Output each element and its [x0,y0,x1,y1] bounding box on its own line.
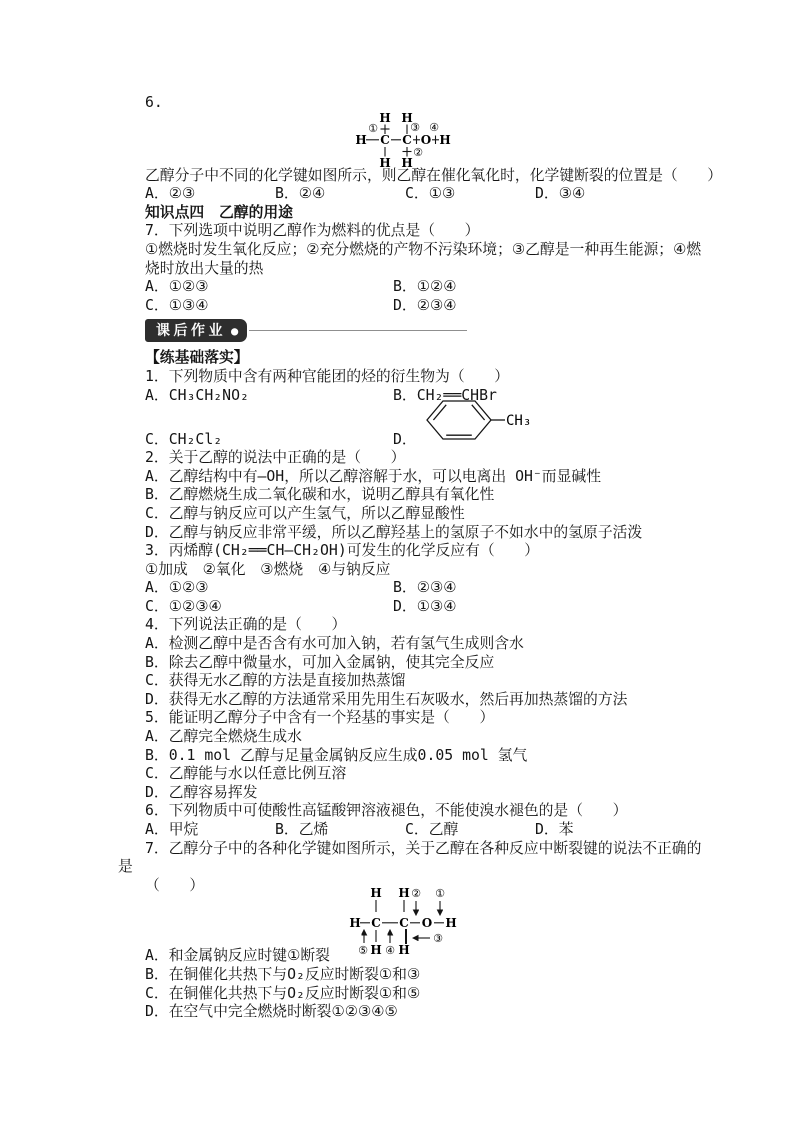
toluene-structure [425,398,540,448]
atom-h: H [401,110,413,125]
option-b: B．乙烯 [275,821,329,838]
option-c: C．①②③④ [145,597,222,615]
q6k-number: 6. [145,94,163,111]
bond-label-4: ④ [429,120,439,134]
atom-c: C [399,916,409,931]
ethanol-bond-diagram-2 [348,885,463,955]
q2-option-b: B．乙醇燃烧生成二氧化碳和水，说明乙醇具有氧化性 [145,486,495,504]
bond-label-3: ③ [433,932,443,946]
q7-question-line2: 是 [118,858,133,876]
benzene-ring [427,401,505,439]
atom-h: H [398,886,410,901]
atom-h: H [401,155,413,169]
atom-o: O [421,916,433,931]
q7-option-a: A．和金属钠反应时键①断裂 [145,947,330,965]
atom-h: H [370,886,382,901]
bond-label-4: ④ [385,944,395,956]
option-a: A．①②③ [145,579,209,597]
q1-question: 1．下列物质中含有两种官能团的烃的衍生物为（ ） [145,367,510,385]
atom-h: H [379,110,391,125]
option-a: A．CH₃CH₂NO₂ [145,386,249,404]
q4-option-a: A．检测乙醇中是否含有水可加入钠，若有氢气生成则含水 [145,635,524,653]
q7k-items-line1: ①燃烧时发生氧化反应；②充分燃烧的产物不污染环境；③乙醇是一种再生能源；④燃 [145,240,702,258]
ethanol-bond-diagram-1 [348,111,453,169]
q7-answer-paren: （ ） [145,876,205,894]
q7-option-b: B．在铜催化共热下与O₂反应时断裂①和③ [145,965,421,983]
option-b: B．CH₂══CHBr [393,386,497,404]
option-c: C．乙醇 [405,821,459,838]
q3-items: ①加成 ②氧化 ③燃烧 ④与钠反应 [145,560,391,578]
atom-h: H [349,916,361,931]
practice-heading: 【练基础落实】 [145,349,249,367]
atom-c: C [380,132,390,147]
option-c: C．①③④ [145,296,209,314]
banner-rule [249,330,467,331]
atom-o: O [420,132,432,147]
bond-label-1: ① [435,887,445,901]
bond-label-2: ② [411,887,421,901]
q3-options-row2 [145,598,764,617]
bond-label-1: ① [368,121,378,135]
q1-options-row2 [145,405,764,449]
option-d: D．③④ [535,185,586,203]
q7-option-c: C．在铜催化共热下与O₂反应时断裂①和⑤ [145,984,421,1002]
option-d: D．苯 [535,821,574,838]
q7k-items-line2: 烧时放出大量的热 [145,259,264,277]
atom-h: H [398,943,410,956]
atom-h: H [355,132,367,147]
topic-heading: 知识点四 乙醇的用途 [145,203,293,221]
homework-banner-pill [145,319,247,342]
atom-c: C [371,916,381,931]
q4-option-c: C．获得无水乙醇的方法是直接加热蒸馏 [145,672,406,690]
q2-question: 2．关于乙醇的说法中正确的是（ ） [145,449,406,467]
q2-option-c: C．乙醇与钠反应可以产生氢气，所以乙醇显酸性 [145,504,465,522]
bond-label-5: ⑤ [358,944,368,956]
q2-option-d: D．乙醇与钠反应非常平缓，所以乙醇羟基上的氢原子不如水中的氢原子活泼 [145,523,643,541]
option-b: B．①②④ [393,278,457,296]
banner-title: 课后作业 [156,322,226,339]
q5-option-b: B．0.1 mol 乙醇与足量金属钠反应生成0.05 mol 氢气 [145,746,528,764]
option-b: B．②④ [275,185,326,203]
q7-question-line1: 7．乙醇分子中的各种化学键如图所示，关于乙醇在各种反应中断裂键的说法不正确的 [145,839,702,857]
option-c: C．CH₂Cl₂ [145,430,223,448]
q7k-options-row1 [145,278,764,297]
q3-options-row1 [145,579,764,598]
q6k-options-row [145,185,764,204]
q5-option-a: A．乙醇完全燃烧生成水 [145,728,302,746]
atom-h: H [445,916,457,931]
option-a: A．②③ [145,185,196,203]
q6-options-row [145,821,764,840]
homework-banner [145,318,764,342]
option-a: A．①②③ [145,278,209,296]
option-c: C．①③ [405,185,456,203]
atom-h: H [370,943,382,956]
q6-question: 6．下列物质中可使酸性高锰酸钾溶液褪色，不能使溴水褪色的是（ ） [145,802,628,820]
q4-option-d: D．获得无水乙醇的方法通常采用先用生石灰吸水，然后再加热蒸馏的方法 [145,690,628,708]
q5-option-d: D．乙醇容易挥发 [145,783,258,801]
bond-label-3: ③ [410,120,420,134]
q4-option-b: B．除去乙醇中微量水，可加入金属钠，使其完全反应 [145,653,495,671]
atom-h: H [439,132,451,147]
q3-question: 3．丙烯醇(CH₂══CH—CH₂OH)可发生的化学反应有（ ） [145,542,540,560]
atom-h: H [379,155,391,169]
bond-label-2: ② [413,145,423,159]
atom-c: C [402,132,412,147]
q5-option-c: C．乙醇能与水以任意比例互溶 [145,765,347,783]
option-d: D．①③④ [393,597,457,615]
q7-option-d: D．在空气中完全燃烧时断裂①②③④⑤ [145,1003,398,1021]
option-d: D． [393,430,417,448]
q4-question: 4．下列说法正确的是（ ） [145,616,347,634]
q7k-options-row2 [145,297,764,316]
q7k-question: 7．下列选项中说明乙醇作为燃料的优点是（ ） [145,222,480,240]
q5-question: 5．能证明乙醇分子中含有一个羟基的事实是（ ） [145,709,495,727]
q2-option-a: A．乙醇结构中有—OH，所以乙醇溶解于水，可以电离出 OH⁻而显碱性 [145,467,601,485]
methyl-group: CH₃ [506,413,532,430]
q6k-question: 乙醇分子中不同的化学键如图所示，则乙醇在催化氧化时，化学键断裂的位置是（ ） [145,166,723,184]
option-b: B．②③④ [393,579,457,597]
option-a: A．甲烷 [145,821,199,838]
option-d: D．②③④ [393,296,457,314]
bullet-icon: ● [231,323,239,338]
